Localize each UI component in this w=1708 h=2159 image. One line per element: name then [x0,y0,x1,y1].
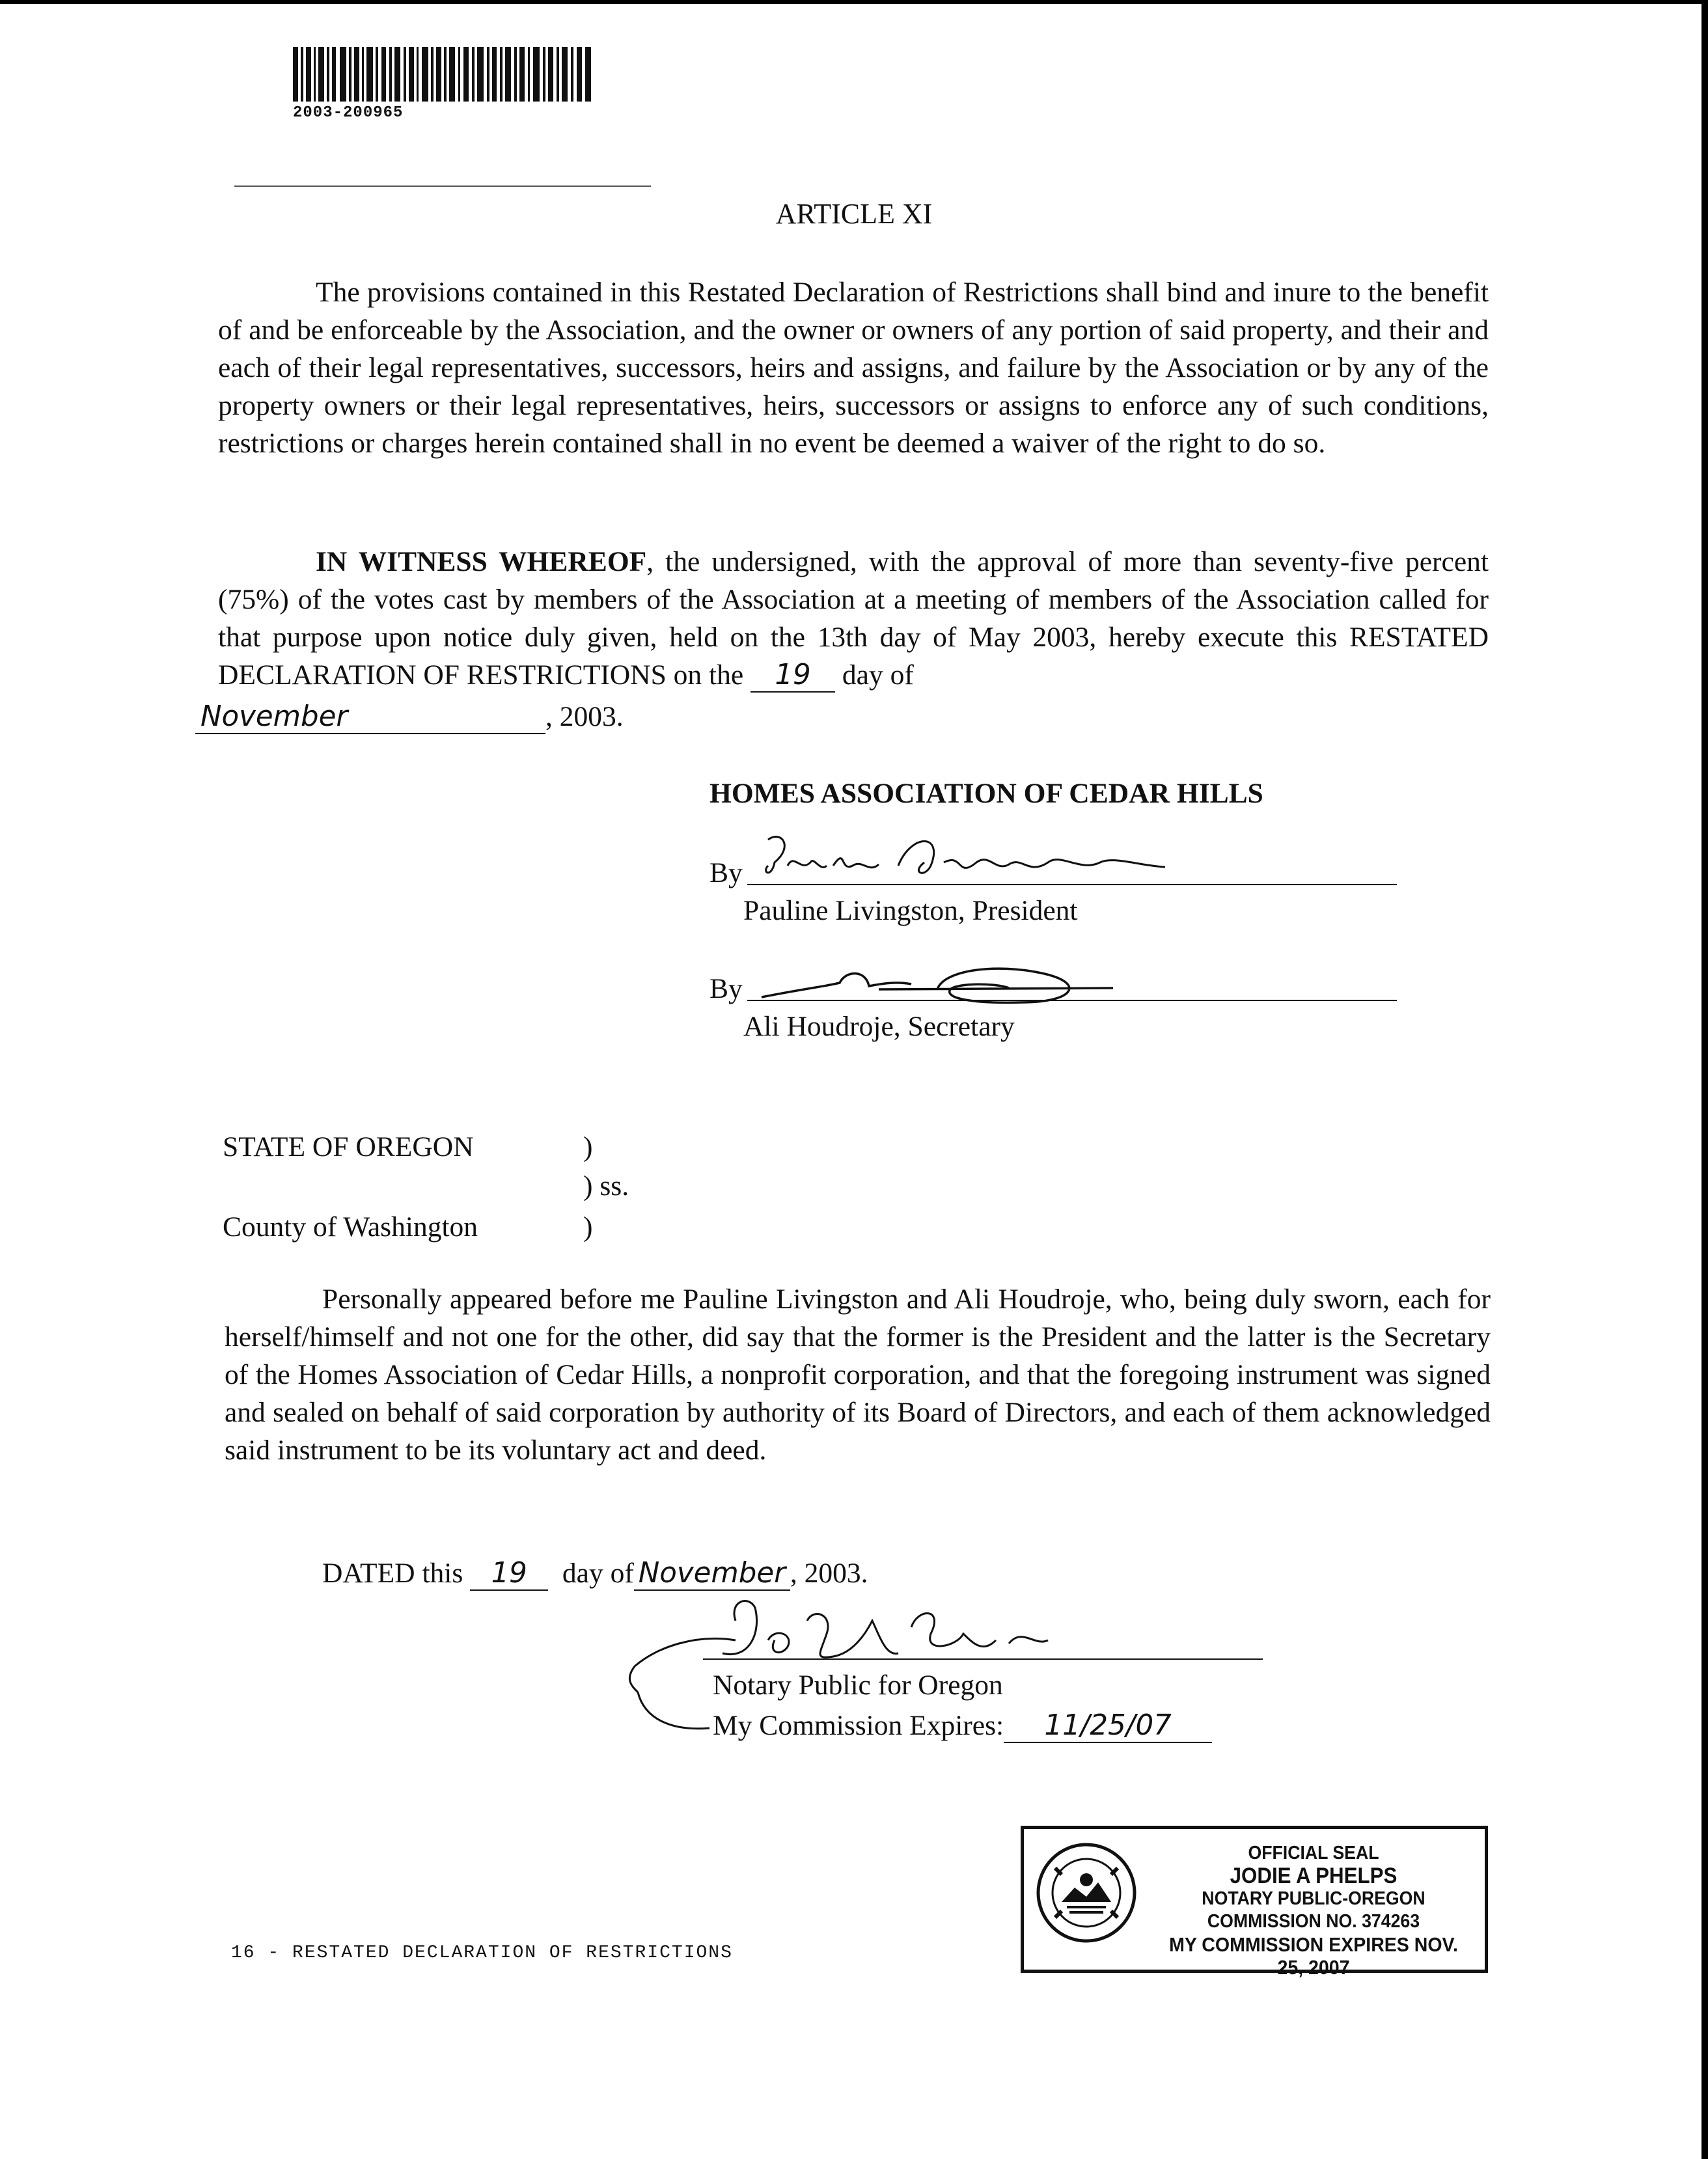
secretary-signature [749,957,1152,1015]
notary-commission-label: My Commission Expires: [713,1710,1004,1741]
dated-suffix: , 2003. [790,1558,868,1589]
witness-year-suffix: , 2003. [545,701,624,732]
by-label-president: By [709,857,743,888]
secretary-name: Ali Houdroje, Secretary [743,1011,1015,1042]
top-rule [234,186,651,187]
witness-day-handwritten: 19 [751,659,835,693]
seal-commission-number: COMMISSION NO. 374263 [1207,1911,1420,1932]
seal-notary-name: JODIE A PHELPS [1230,1863,1398,1888]
seal-line-1: OFFICIAL SEAL [1248,1843,1379,1863]
acknowledgment-paragraph [225,1280,1491,1469]
article-paragraph-text: The provisions contained in this Restated Declaration of Restrictions shall bind and inure to the benefit of and be enforceable by the Association, and the owner or owners of any portion of said property, and their and each of their legal representatives, successors, heirs and assigns, and failure by the Association or by any of the property owners or their legal representatives, heirs, successors or assigns to enforce any of such conditions, restrictions or charges herein contained shall in no event be deemed a waiver of the right to do so. [218,277,1489,459]
article-paragraph [218,273,1489,462]
witness-day-suffix: day of [842,659,914,691]
seal-line-3: NOTARY PUBLIC-OREGON [1202,1888,1426,1909]
scan-edge-right [1701,0,1708,2159]
official-seal-stamp [1021,1826,1488,1979]
president-name: Pauline Livingston, President [743,895,1078,926]
witness-month-handwritten: November [195,700,545,734]
dated-mid: day of [562,1558,634,1589]
barcode-number: 2003-200965 [293,104,404,122]
dated-line [322,1554,868,1592]
witness-paragraph [218,543,1489,694]
org-name: HOMES ASSOCIATION OF CEDAR HILLS [709,778,1263,809]
notary-commission-line [713,1707,1212,1744]
witness-lead: IN WITNESS WHEREOF [316,546,647,577]
venue-state: STATE OF OREGON [223,1131,474,1162]
seal-expiration: MY COMMISSION EXPIRES NOV. 25, 2007 [1169,1933,1458,1979]
venue-paren-2: ) [583,1211,593,1243]
by-label-secretary: By [709,973,743,1004]
dated-month-handwritten: November [634,1557,790,1591]
witness-body: , the undersigned, with the approval of more than seventy-five percent (75%) of the votes cast by members of the Association at a meeting of members of the Association called for that purpose upon notice duly given, held on the 13th day of May 2003, hereby execute this RESTATED DECLARATION OF RESTRICTIONS on the [218,546,1489,691]
page-footer: 16 - RESTATED DECLARATION OF RESTRICTIONS [231,1943,733,1963]
dated-prefix: DATED this [322,1558,463,1589]
dated-day-handwritten: 19 [470,1557,548,1591]
scan-edge-top [0,0,1708,4]
article-title: ARTICLE XI [775,198,933,230]
venue-paren-1: ) [583,1131,593,1162]
state-seal-icon [1036,1842,1137,1944]
notary-commission-date-handwritten: 11/25/07 [1004,1709,1212,1743]
witness-date-line [195,698,624,736]
acknowledgment-text: Personally appeared before me Pauline Livingston and Ali Houdroje, who, being duly sworn, each for herself/himself and not one for the other, did say that the former is the President and the latter is the Secretary of the Homes Association of Cedar Hills, a nonprofit corporation, and that the foregoing instrument was signed and sealed on behalf of said corporation by authority of its Board of Directors, and each of them acknowledged said instrument to be its voluntary act and deed. [225,1284,1491,1466]
venue-county: County of Washington [223,1211,478,1243]
notary-title: Notary Public for Oregon [713,1670,1003,1701]
barcode [293,47,592,102]
seal-text-block [1161,1842,1466,1979]
president-signature [749,827,1217,892]
venue-ss: ) ss. [583,1170,629,1202]
